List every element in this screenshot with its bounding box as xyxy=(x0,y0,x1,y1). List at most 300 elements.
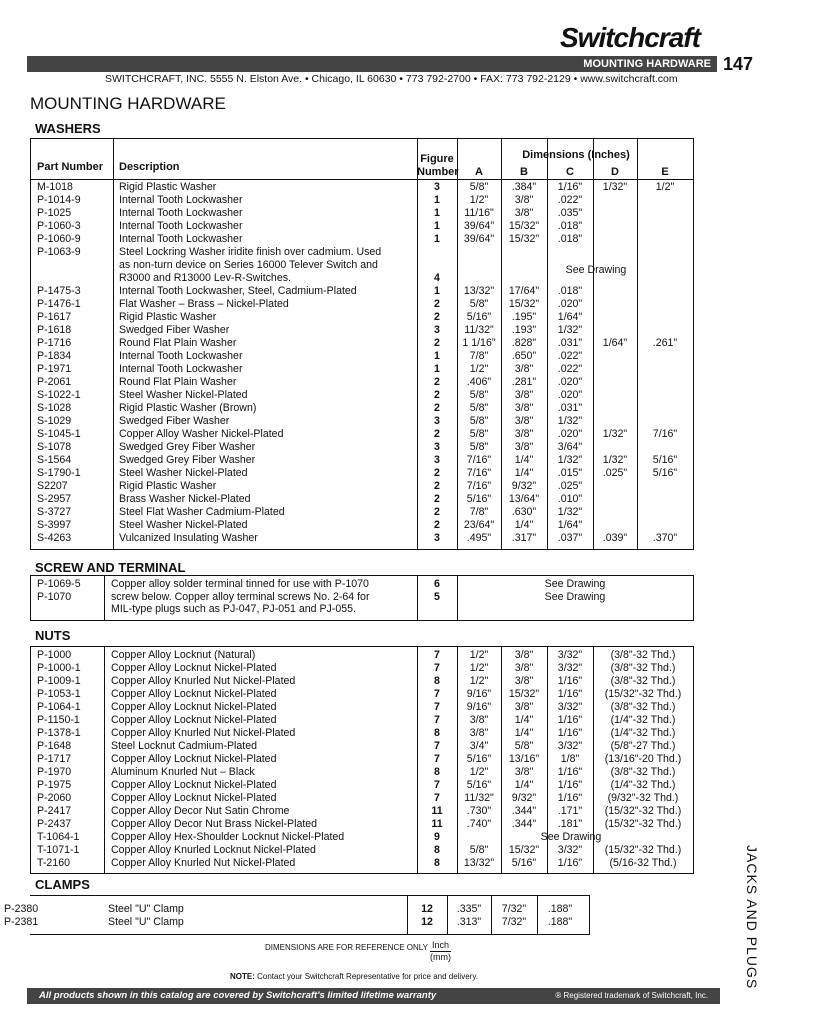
table-row xyxy=(4,916,586,929)
dim-b: .281" xyxy=(511,376,537,388)
dim-b: 3/8" xyxy=(514,662,534,674)
description: Internal Tooth Lockwasher xyxy=(119,363,243,375)
see-drawing: See Drawing xyxy=(544,578,606,590)
dim-b: 1/4" xyxy=(514,727,534,739)
dim-a: 7/16" xyxy=(466,467,492,479)
dim-c: 1/16" xyxy=(557,779,583,791)
dim-b: 3/8" xyxy=(514,701,534,713)
figure-number: 7 xyxy=(434,701,440,713)
dim-a: 1/2" xyxy=(469,662,489,674)
figure-number: 3 xyxy=(434,441,440,453)
description: Steel "U" Clamp xyxy=(108,916,184,928)
dim-a: 1/2" xyxy=(469,675,489,687)
description: Copper Alloy Locknut Nickel-Plated xyxy=(111,688,277,700)
dim-c: 1/16" xyxy=(557,675,583,687)
dim-a: 5/8" xyxy=(469,389,489,401)
screw-terminal-table xyxy=(30,575,694,621)
table-row xyxy=(31,298,691,311)
part-number: P-1014-9 xyxy=(37,194,81,206)
dim-a: 13/32" xyxy=(463,285,495,297)
dim-c: .022" xyxy=(557,363,583,375)
part-number: P-1063-9 xyxy=(37,246,81,258)
table-row xyxy=(31,727,691,740)
table-row xyxy=(31,779,691,792)
table-row xyxy=(31,591,691,604)
part-number: P-1070 xyxy=(37,590,72,603)
figure-number: 7 xyxy=(434,662,440,674)
description: Copper Alloy Locknut Nickel-Plated xyxy=(111,753,277,765)
dim-c: .031" xyxy=(557,337,583,349)
part-number: P-1975 xyxy=(37,779,72,791)
company-address: SWITCHCRAFT, INC. 5555 N. Elston Ave. • Chicago, IL 60630 • 773 792-2700 • FAX: 773 792-2129 • www.switchcraft.com xyxy=(105,73,678,85)
dim-a: 5/8" xyxy=(469,402,489,414)
description: Internal Tooth Lockwasher xyxy=(119,194,243,206)
dim-b: 3/8" xyxy=(514,207,534,219)
figure-number: 1 xyxy=(434,363,440,375)
description: R3000 and R13000 Lev-R-Switches. xyxy=(119,272,291,284)
description: Copper Alloy Locknut (Natural) xyxy=(111,649,256,661)
brand-logo: Switchcraft xyxy=(560,22,700,53)
dim-a: 11/32" xyxy=(464,324,494,336)
clamps-table xyxy=(4,895,590,935)
dim-a: .335" xyxy=(456,903,482,915)
nuts-title: NUTS xyxy=(35,628,71,643)
figure-number: 2 xyxy=(434,298,440,310)
description: Copper Alloy Locknut Nickel-Plated xyxy=(111,714,277,726)
figure-number: 5 xyxy=(434,590,440,603)
part-number: P-2437 xyxy=(37,818,72,830)
note-text: Contact your Switchcraft Representative for price and delivery. xyxy=(254,972,478,981)
description: Rigid Plastic Washer xyxy=(119,181,217,193)
part-number: P-2380 xyxy=(4,903,39,915)
dim-e: 5/16" xyxy=(652,467,678,479)
dim-b: .193" xyxy=(511,324,537,336)
part-number: P-1475-3 xyxy=(37,285,81,297)
table-row xyxy=(31,337,691,350)
part-number: P-1970 xyxy=(37,766,72,778)
dim-b: 1/4" xyxy=(514,779,534,791)
table-row xyxy=(31,701,691,714)
dim-b: 15/32" xyxy=(508,688,540,700)
table-row xyxy=(31,480,691,493)
dim-c: .181" xyxy=(557,818,583,830)
description: Swedged Grey Fiber Washer xyxy=(119,441,256,453)
dim-a: 1/2" xyxy=(469,363,489,375)
header-b: B xyxy=(520,166,528,178)
table-row xyxy=(4,903,586,916)
dim-a: .406" xyxy=(466,376,492,388)
dim-a: .730" xyxy=(466,805,492,817)
dim-b: 3/8" xyxy=(514,389,534,401)
figure-number: 8 xyxy=(434,675,440,687)
part-number: P-1617 xyxy=(37,311,72,323)
thread-size: (3/8"-32 Thd.) xyxy=(610,701,676,713)
description: Internal Tooth Lockwasher xyxy=(119,207,243,219)
dim-b: 3/8" xyxy=(514,675,534,687)
dim-e: .261" xyxy=(652,337,678,349)
figure-number: 2 xyxy=(434,467,440,479)
table-row xyxy=(31,857,691,870)
table-row xyxy=(31,389,691,402)
description: Rigid Plastic Washer xyxy=(119,480,217,492)
description: Copper Alloy Knurled Locknut Nickel-Plated xyxy=(111,844,316,856)
page-number: 147 xyxy=(723,54,754,74)
dim-b: .828" xyxy=(511,337,537,349)
dim-c: 1/8" xyxy=(560,753,580,765)
header-a: A xyxy=(475,166,483,178)
part-number: P-2060 xyxy=(37,792,72,804)
washers-title: WASHERS xyxy=(35,121,101,136)
description: Brass Washer Nickel-Plated xyxy=(119,493,251,505)
header-d: D xyxy=(611,166,619,178)
description: Copper Alloy Locknut Nickel-Plated xyxy=(111,701,277,713)
dim-c: 1/16" xyxy=(557,688,583,700)
part-number: P-1716 xyxy=(37,337,72,349)
dim-c: 3/32" xyxy=(557,701,583,713)
dim-a: 3/8" xyxy=(469,714,489,726)
dim-c: .018" xyxy=(557,285,583,297)
figure-number: 2 xyxy=(434,493,440,505)
figure-number: 2 xyxy=(434,337,440,349)
dim-b: 3/8" xyxy=(514,415,534,427)
dim-b: 7/32" xyxy=(501,903,527,915)
part-number: S-1078 xyxy=(37,441,72,453)
dim-c: 1/64" xyxy=(557,311,583,323)
part-number: S-1790-1 xyxy=(37,467,81,479)
dim-b: 3/8" xyxy=(514,428,534,440)
dim-d: .025" xyxy=(602,467,628,479)
dimensions-note: DIMENSIONS ARE FOR REFERENCE ONLY xyxy=(265,943,428,952)
dim-b: 15/32" xyxy=(508,844,540,856)
part-number: P-1009-1 xyxy=(37,675,81,687)
page-title: MOUNTING HARDWARE xyxy=(30,94,226,113)
description: Rigid Plastic Washer xyxy=(119,311,217,323)
description: as non-turn device on Series 16000 Telever Switch and xyxy=(119,259,378,271)
table-row xyxy=(31,402,691,415)
figure-number: 1 xyxy=(434,285,440,297)
part-number: M-1018 xyxy=(37,181,73,193)
dim-b: 3/8" xyxy=(514,194,534,206)
description: Round Flat Plain Washer xyxy=(119,337,237,349)
washer-see-drawing: See Drawing xyxy=(565,264,627,276)
table-row xyxy=(31,324,691,337)
thread-size: (3/8"-32 Thd.) xyxy=(610,766,676,778)
description: Copper Alloy Locknut Nickel-Plated xyxy=(111,662,277,674)
description: screw below. Copper alloy terminal screws No. 2-64 for xyxy=(111,590,370,603)
part-number: P-1060-9 xyxy=(37,233,81,245)
dim-a: 13/32" xyxy=(463,857,495,869)
table-row xyxy=(31,467,691,480)
table-row xyxy=(31,181,691,194)
figure-number: 9 xyxy=(434,831,440,843)
dim-c: .020" xyxy=(557,376,583,388)
table-row xyxy=(31,415,691,428)
dim-b: .317" xyxy=(511,532,537,544)
description: Steel Flat Washer Cadmium-Plated xyxy=(119,506,285,518)
dim-e: 1/2" xyxy=(655,181,675,193)
description: Flat Washer – Brass – Nickel-Plated xyxy=(119,298,289,310)
description: Steel Washer Nickel-Plated xyxy=(119,467,248,479)
table-row xyxy=(31,662,691,675)
table-row xyxy=(31,272,691,285)
table-row xyxy=(31,506,691,519)
see-drawing: See Drawing xyxy=(540,831,602,843)
table-row xyxy=(31,428,691,441)
table-row xyxy=(31,441,691,454)
dim-a: 9/16" xyxy=(466,688,492,700)
dim-c: .020" xyxy=(557,298,583,310)
figure-number: 12 xyxy=(421,903,433,915)
units-inch: Inch xyxy=(431,940,449,950)
dim-b: 1/4" xyxy=(514,714,534,726)
dim-c: .035" xyxy=(557,207,583,219)
dim-a: 5/8" xyxy=(469,428,489,440)
part-number: P-1000 xyxy=(37,649,72,661)
description: Internal Tooth Lockwasher, Steel, Cadmium-Plated xyxy=(119,285,357,297)
table-row xyxy=(31,246,691,259)
dim-a: 1/2" xyxy=(469,194,489,206)
section-banner: MOUNTING HARDWARE xyxy=(27,56,717,72)
thread-size: (9/32"-32 Thd.) xyxy=(607,792,679,804)
dim-a: 7/16" xyxy=(466,480,492,492)
figure-number: 7 xyxy=(434,792,440,804)
description: Internal Tooth Lockwasher xyxy=(119,233,243,245)
figure-number: 7 xyxy=(434,753,440,765)
dim-c: .171" xyxy=(557,805,583,817)
part-number: P-1971 xyxy=(37,363,72,375)
thread-size: (3/8"-32 Thd.) xyxy=(610,675,676,687)
figure-number: 1 xyxy=(434,220,440,232)
dim-c: .020" xyxy=(557,428,583,440)
dim-a: 11/16" xyxy=(464,207,494,219)
part-number: S-3727 xyxy=(37,506,72,518)
figure-number: 12 xyxy=(421,916,433,928)
dim-a: 5/16" xyxy=(466,779,492,791)
dim-a: 3/4" xyxy=(469,740,489,752)
figure-number: 7 xyxy=(434,779,440,791)
figure-number: 2 xyxy=(434,428,440,440)
part-number: S-1022-1 xyxy=(37,389,81,401)
dim-a: 5/8" xyxy=(469,844,489,856)
figure-number: 3 xyxy=(434,415,440,427)
thread-size: (1/4"-32 Thd.) xyxy=(610,714,676,726)
dim-c: 1/16" xyxy=(557,727,583,739)
description: Copper Alloy Knurled Nut Nickel-Plated xyxy=(111,675,296,687)
note-label: NOTE: xyxy=(230,972,255,981)
dim-c: 3/32" xyxy=(557,740,583,752)
dim-e: 7/16" xyxy=(652,428,678,440)
part-number: P-1378-1 xyxy=(37,727,81,739)
figure-number: 2 xyxy=(434,402,440,414)
dim-a: 7/16" xyxy=(466,454,492,466)
table-row xyxy=(31,740,691,753)
dim-a: .740" xyxy=(466,818,492,830)
description: Copper Alloy Hex-Shoulder Locknut Nickel-Plated xyxy=(111,831,345,843)
dim-b: 5/8" xyxy=(514,740,534,752)
dim-d: 1/64" xyxy=(602,337,628,349)
description: Copper Alloy Locknut Nickel-Plated xyxy=(111,779,277,791)
dim-a: .495" xyxy=(466,532,492,544)
figure-number: 2 xyxy=(434,506,440,518)
figure-number: 4 xyxy=(434,272,440,284)
part-number: P-1834 xyxy=(37,350,72,362)
dim-a: 1/2" xyxy=(469,766,489,778)
dim-a: 11/32" xyxy=(464,792,494,804)
dim-e: 5/16" xyxy=(652,454,678,466)
part-number: P-1064-1 xyxy=(37,701,81,713)
header-figure: Figure xyxy=(420,153,454,165)
figure-number: 3 xyxy=(434,324,440,336)
dim-c: 1/16" xyxy=(557,792,583,804)
description: Copper Alloy Decor Nut Satin Chrome xyxy=(111,805,290,817)
see-drawing: See Drawing xyxy=(544,590,606,603)
header-number: Number xyxy=(417,166,459,178)
description: Swedged Fiber Washer xyxy=(119,324,230,336)
description: Internal Tooth Lockwasher xyxy=(119,220,243,232)
dim-a: 9/16" xyxy=(466,701,492,713)
dim-a: 5/8" xyxy=(469,298,489,310)
thread-size: (5/8"-27 Thd.) xyxy=(610,740,676,752)
figure-number: 11 xyxy=(431,818,443,830)
table-row xyxy=(31,649,691,662)
description: Internal Tooth Lockwasher xyxy=(119,350,243,362)
header-dimensions: Dimensions (Inches) xyxy=(522,149,630,161)
dim-c: 1/32" xyxy=(557,415,583,427)
part-number: S2207 xyxy=(37,480,68,492)
description: Aluminum Knurled Nut – Black xyxy=(111,766,255,778)
table-row xyxy=(31,532,691,545)
table-row xyxy=(31,805,691,818)
figure-number: 2 xyxy=(434,376,440,388)
part-number: P-1476-1 xyxy=(37,298,81,310)
table-row xyxy=(31,350,691,363)
dim-a: 39/64" xyxy=(463,233,495,245)
figure-number: 1 xyxy=(434,194,440,206)
description: Steel "U" Clamp xyxy=(108,903,184,915)
dim-c: .022" xyxy=(557,194,583,206)
dim-c: .031" xyxy=(557,402,583,414)
dim-a: 5/8" xyxy=(469,415,489,427)
table-row xyxy=(31,207,691,220)
figure-number: 3 xyxy=(434,181,440,193)
dim-a: 39/64" xyxy=(463,220,495,232)
figure-number: 8 xyxy=(434,844,440,856)
dim-c: .025" xyxy=(557,480,583,492)
description: Copper Alloy Knurled Nut Nickel-Plated xyxy=(111,727,296,739)
table-row xyxy=(31,519,691,532)
part-number: P-1150-1 xyxy=(37,714,80,726)
description: Copper alloy solder terminal tinned for use with P-1070 xyxy=(111,578,369,590)
table-row xyxy=(31,831,691,844)
table-row xyxy=(31,194,691,207)
dim-c: 1/32" xyxy=(557,506,583,518)
side-label: JACKS AND PLUGS xyxy=(744,845,760,990)
dim-b: .344" xyxy=(511,818,537,830)
figure-number: 7 xyxy=(434,740,440,752)
dim-b: 1/4" xyxy=(514,467,534,479)
dim-e: .370" xyxy=(652,532,678,544)
description: Copper Alloy Locknut Nickel-Plated xyxy=(111,792,277,804)
dim-a: 5/16" xyxy=(466,753,492,765)
dim-b: 15/32" xyxy=(508,233,540,245)
part-number: P-1717 xyxy=(37,753,72,765)
footer-bar xyxy=(27,988,720,1004)
dim-c: 1/16" xyxy=(557,714,583,726)
thread-size: (13/16"-20 Thd.) xyxy=(604,753,682,765)
dim-a: 7/8" xyxy=(469,506,489,518)
figure-number: 8 xyxy=(434,727,440,739)
table-row xyxy=(31,688,691,701)
dim-b: 1/4" xyxy=(514,454,534,466)
dim-b: .344" xyxy=(511,805,537,817)
part-number: P-2061 xyxy=(37,376,72,388)
header-part-number: Part Number xyxy=(37,161,104,173)
dim-c: 3/64" xyxy=(557,441,583,453)
part-number: T-2160 xyxy=(37,857,70,869)
dim-c: 1/32" xyxy=(557,454,583,466)
warranty-text: All products shown in this catalog are covered by Switchcraft's limited lifetime warranty xyxy=(39,990,437,1001)
dim-c: .037" xyxy=(557,532,583,544)
part-number: S-1028 xyxy=(37,402,72,414)
figure-number: 7 xyxy=(434,649,440,661)
dim-b: 1/4" xyxy=(514,519,534,531)
part-number: P-1069-5 xyxy=(37,578,81,590)
description: Swedged Fiber Washer xyxy=(119,415,230,427)
dim-b: 9/32" xyxy=(511,480,537,492)
figure-number: 7 xyxy=(434,714,440,726)
dim-a: .313" xyxy=(456,916,482,928)
dim-b: .195" xyxy=(511,311,537,323)
dim-b: 9/32" xyxy=(511,792,537,804)
figure-number: 3 xyxy=(434,454,440,466)
contact-note xyxy=(230,972,478,981)
figure-number: 2 xyxy=(434,519,440,531)
description: Rigid Plastic Washer (Brown) xyxy=(119,402,257,414)
figure-number: 8 xyxy=(434,766,440,778)
table-row xyxy=(31,285,691,298)
dim-b: 5/16" xyxy=(511,857,537,869)
nuts-table xyxy=(30,646,694,874)
trademark-text: ® Registered trademark of Switchcraft, Inc. xyxy=(555,991,708,1000)
description: Steel Locknut Cadmium-Plated xyxy=(111,740,258,752)
dim-a: 7/8" xyxy=(469,350,489,362)
dim-d: 1/32" xyxy=(602,428,628,440)
figure-number: 2 xyxy=(434,389,440,401)
table-row xyxy=(31,220,691,233)
dim-a: 5/8" xyxy=(469,181,489,193)
table-row xyxy=(31,578,691,591)
dim-b: 3/8" xyxy=(514,766,534,778)
part-number: S-4263 xyxy=(37,532,72,544)
part-number: P-1648 xyxy=(37,740,72,752)
dim-a: 1 1/16" xyxy=(462,337,496,349)
thread-size: (1/4"-32 Thd.) xyxy=(610,779,676,791)
dim-c: 1/16" xyxy=(557,181,583,193)
part-number: T-1071-1 xyxy=(37,844,80,856)
figure-number: 7 xyxy=(434,688,440,700)
screw-terminal-title: SCREW AND TERMINAL xyxy=(35,560,186,575)
table-row xyxy=(31,454,691,467)
dim-c: .018" xyxy=(557,220,583,232)
table-row xyxy=(31,753,691,766)
dim-b: .384" xyxy=(511,181,537,193)
dim-c: .015" xyxy=(557,467,583,479)
table-row xyxy=(31,603,691,616)
dim-d: 1/32" xyxy=(602,181,628,193)
figure-number: 2 xyxy=(434,480,440,492)
dim-c: .188" xyxy=(547,916,573,928)
dim-d: .039" xyxy=(602,532,628,544)
